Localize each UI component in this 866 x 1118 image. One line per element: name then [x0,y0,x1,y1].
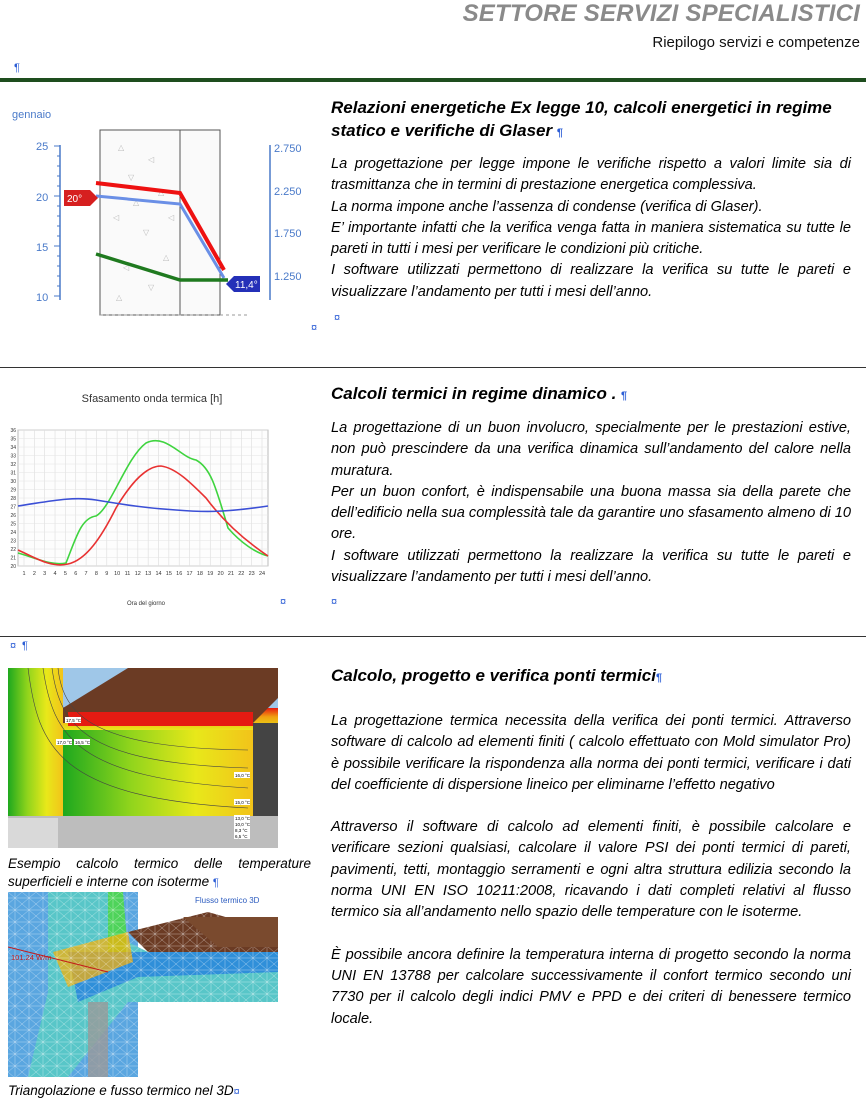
cell-mark: ¤ [331,596,338,608]
cell-mark: ¤ [311,322,318,334]
x-tick-label: 3 [43,571,47,577]
y-tick-label: 31 [10,470,16,477]
header-rule [0,78,866,82]
section3-title: Calcolo, progetto e verifica ponti termici¶ [331,666,663,685]
x-tick-label: 23 [248,571,255,577]
svg-text:◁: ◁ [168,213,175,222]
inside-temp-badge: 20° [67,194,83,205]
left-tick: 15 [36,242,49,254]
section-divider [0,367,866,368]
svg-text:◁: ◁ [123,263,130,272]
x-tick-label: 9 [105,571,109,577]
paragraph: Per un buon confort, è indispensabile una buona massa sia della parete che dell’edificio nella sua complessità tale da garantire uno sfasamento almeno di 10 ore. [331,483,852,543]
svg-text:△: △ [118,143,125,152]
x-tick-label: 2 [32,571,36,577]
header-subtitle: Riepilogo servizi e competenze [652,34,860,51]
svg-text:16,5 °C: 16,5 °C [75,740,91,745]
x-tick-label: 16 [176,571,183,577]
right-tick: 2.750 [274,143,302,155]
svg-text:15,0 °C: 15,0 °C [235,800,251,805]
x-tick-label: 4 [53,571,57,577]
month-label: gennaio [12,109,52,121]
glaser-figure [8,100,308,330]
paragraph: E’ importante infatti che la verifica venga fatta in maniera sistematica su tutte le pareti in tutti i mesi per verificare le condizioni più critiche. [331,219,851,258]
y-tick-label: 22 [10,547,16,553]
x-tick-label: 8 [94,571,98,577]
flux-value: 101.24 W/m [11,953,52,962]
y-tick-label: 29 [10,487,16,494]
section2-body [331,418,851,588]
x-tick-label: 11 [124,571,131,577]
y-tick-label: 36 [10,428,16,434]
thermal-wave-chart [6,388,278,608]
chart-title: Sfasamento onda termica [h] [81,393,223,405]
right-tick: 1.250 [274,271,302,283]
svg-text:▽: ▽ [128,173,135,182]
y-tick-label: 23 [10,538,16,545]
svg-text:8,3 °C: 8,3 °C [235,828,248,833]
y-tick-label: 21 [10,555,16,562]
y-tick-label: 26 [10,513,16,519]
right-tick: 2.250 [274,186,302,198]
section1-title: Relazioni energetiche Ex legge 10, calcoli energetici in regime statico e verifiche di Glaser ¶ [331,98,832,140]
x-tick-label: 22 [238,571,245,577]
svg-text:△: △ [158,188,165,197]
x-tick-label: 19 [207,571,214,577]
figure-caption-2: Triangolazione e fusso termico nel 3D¤ [8,1083,240,1098]
cell-mark: ¤ [10,640,17,652]
y-tick-label: 25 [10,521,16,528]
section2-title: Calcoli termici in regime dinamico . ¶ [331,384,628,403]
section1-body [331,154,851,303]
svg-text:△: △ [163,253,170,262]
svg-text:△: △ [116,293,123,302]
pilcrow-mark: ¶ [14,62,20,74]
x-tick-label: 5 [63,571,67,577]
y-tick-label: 32 [10,462,16,468]
x-tick-label: 24 [258,571,266,577]
paragraph: I software utilizzati permettono di realizzare la verifica su tutte le pareti e visualizzare l’andamento per tutti i mesi dell’anno. [331,262,851,300]
paragraph: Attraverso il software di calcolo ad elementi finiti, è possibile calcolare e verificare sezioni qualsiasi, calcolare il valore PSI dei ponti termici di pareti, pavimenti, tetti, montaggio serramenti e ogni altra struttura edilizia secondo la norma UNI EN ISO 10211:2008, ricavando i dati completi relativi al flusso termico sia all’andamento nello spazio delle temperature con le isoterme. [331,819,851,921]
x-tick-label: 12 [134,571,141,577]
outside-temp-badge: 11,4° [235,280,258,291]
paragraph: La progettazione termica necessita della verifica dei ponti termici. Attraverso software di calcolo ad elementi finiti ( calcolo effettuato con Mold simulator Pro) è possibile verificare la rispondenza alla norma dei ponti termici, verificare i dati del coefficiente di dispersione lineico per eliminarne l’effetto negativo [331,713,851,793]
y-tick-label: 34 [10,445,16,451]
left-tick: 10 [36,292,49,304]
paragraph: La progettazione per legge impone le verifiche rispetto a valori limite sia di trasmittanza che in termini di prestazione energetica complessiva. [331,156,851,194]
y-tick-label: 20 [10,564,16,570]
svg-text:16,0 °C: 16,0 °C [235,773,251,778]
x-tick-label: 1 [22,571,26,577]
figure-caption-1: Esempio calcolo termico delle temperature superficieli e interne con isoterme ¶ [8,856,311,889]
y-tick-label: 24 [10,530,16,536]
svg-text:▽: ▽ [143,228,150,237]
header-title: SETTORE SERVIZI SPECIALISTICI [462,0,860,27]
svg-text:△: △ [133,198,140,207]
x-tick-label: 20 [217,571,224,577]
y-tick-label: 30 [10,479,16,485]
paragraph: È possibile ancora definire la temperatura interna di progetto secondo la norma UNI EN 13788 per calcolare successivamente il confort termico secondo uni 7730 per il calcolo degli indici PMV e PPD e dei criteri di benessere termico locale. [331,946,851,1027]
y-tick-label: 35 [10,436,16,443]
x-tick-label: 15 [165,571,172,577]
svg-text:6,5 °C: 6,5 °C [235,834,248,839]
svg-text:▽: ▽ [148,283,155,292]
x-tick-label: 14 [155,571,162,577]
left-tick: 20 [36,192,49,204]
svg-text:17,5 °C: 17,5 °C [66,718,82,723]
pilcrow-mark: ¶ [22,640,28,652]
section3-body [331,711,851,1030]
paragraph: La progettazione di un buon involucro, specialmente per le prestazioni estive, non può prescindere da una verifica dinamica sull’andamento del calore nella muratura. [331,420,851,479]
x-tick-label: 10 [114,571,121,577]
cell-mark: ¤ [334,312,341,324]
x-tick-label: 7 [84,571,88,577]
thermal-bridge-figure [8,668,278,848]
mesh-3d-figure [8,892,278,1077]
paragraph: I software utilizzati permettono la realizzare la verifica su tutte le pareti e visualizzare l’andamento per tutti i mesi dell’anno. [331,547,851,586]
left-tick: 25 [36,141,49,153]
x-tick-label: 13 [145,571,152,577]
svg-text:13,0 °C: 13,0 °C [235,816,251,821]
x-tick-label: 21 [227,571,235,577]
svg-text:◁: ◁ [148,155,155,164]
svg-text:◁: ◁ [113,213,120,222]
y-tick-label: 28 [10,496,16,502]
svg-text:17,0 °C: 17,0 °C [57,740,73,745]
cell-mark: ¤ [280,596,287,608]
section-divider [0,636,866,637]
svg-text:10,0 °C: 10,0 °C [235,822,251,827]
x-axis-label: Ora del giorno [126,601,166,607]
y-tick-label: 27 [10,504,16,511]
x-tick-label: 18 [196,571,203,577]
x-tick-label: 6 [74,571,78,577]
y-tick-label: 33 [10,453,16,460]
mesh-figure-title: Flusso termico 3D [195,896,260,905]
paragraph: La norma impone anche l’assenza di condense (verifica di Glaser). [331,198,763,215]
right-tick: 1.750 [274,228,302,240]
x-tick-label: 17 [186,571,193,577]
